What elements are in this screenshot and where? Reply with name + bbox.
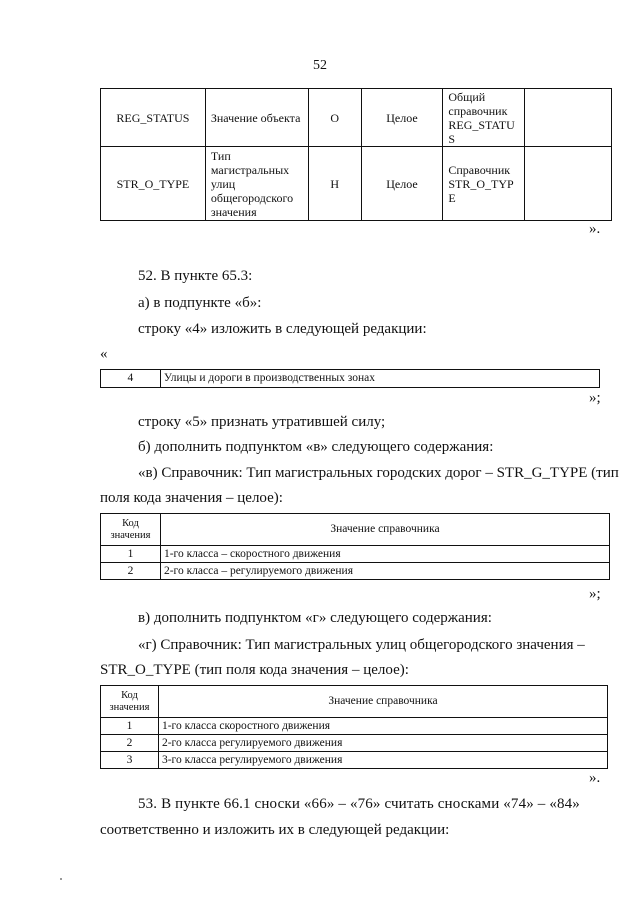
header-code-line: значения <box>110 529 151 541</box>
ref-line: STR_O_TYP <box>448 176 514 191</box>
table-header-row <box>101 514 610 546</box>
code-cell: 3 <box>101 752 159 769</box>
field-name-cell: STR_O_TYPE <box>101 147 206 221</box>
ref-line: S <box>448 131 456 146</box>
code-cell: 1 <box>101 546 161 563</box>
header-code-line: Код <box>121 689 138 701</box>
desc-line: значения <box>210 204 257 219</box>
paragraph-g-line1: «г) Справочник: Тип магистральных улиц общегородского значения – <box>138 637 585 653</box>
field-type-cell: Целое <box>361 89 443 147</box>
ref-line: Справочник <box>448 162 511 177</box>
table-row <box>101 752 608 769</box>
field-empty-cell <box>525 89 612 147</box>
row4-code: 4 <box>101 370 161 388</box>
reference-table-str-o-type <box>100 685 608 769</box>
ref-line: REG_STATU <box>448 117 515 132</box>
table-row <box>101 546 610 563</box>
subitem-a: а) в подпункте «б»: <box>138 295 262 311</box>
field-type-cell: Целое <box>361 147 443 221</box>
closing-quote: »; <box>589 390 601 406</box>
paragraph-g-line2: STR_O_TYPE (тип поля кода значения – целое): <box>100 662 409 678</box>
field-description-cell: Значение объекта <box>205 89 308 147</box>
subitem-v: в) дополнить подпунктом «г» следующего содержания: <box>138 610 492 626</box>
code-cell: 2 <box>101 563 161 580</box>
paragraph-v-line1: «в) Справочник: Тип магистральных городских дорог – STR_G_TYPE (тип <box>138 465 619 481</box>
field-flag-cell: О <box>308 89 361 147</box>
fields-table <box>100 88 612 221</box>
header-value: Значение справочника <box>158 686 607 718</box>
item-53-line2: соответственно и изложить их в следующей редакции: <box>100 822 450 838</box>
header-code <box>101 514 161 546</box>
row4-text: Улицы и дороги в производственных зонах <box>160 370 599 388</box>
table-header-row <box>101 686 608 718</box>
table-row <box>101 563 610 580</box>
closing-quote: ». <box>589 770 601 786</box>
row4-table <box>100 369 600 388</box>
value-cell: 2-го класса регулируемого движения <box>158 735 607 752</box>
desc-line: общегородского <box>210 190 294 205</box>
field-reference-cell <box>443 89 525 147</box>
value-cell: 1-го класса скоростного движения <box>158 718 607 735</box>
item-52-heading: 52. В пункте 65.3: <box>138 268 253 284</box>
value-cell: 1-го класса – скоростного движения <box>160 546 609 563</box>
field-reference-cell <box>443 147 525 221</box>
code-cell: 1 <box>101 718 159 735</box>
code-cell: 2 <box>101 735 159 752</box>
header-value: Значение справочника <box>160 514 609 546</box>
reference-table-str-g-type <box>100 513 610 580</box>
row5-instruction: строку «5» признать утратившей силу; <box>138 414 386 430</box>
closing-quote: »; <box>589 586 601 602</box>
item-53-line1: 53. В пункте 66.1 сноски «66» – «76» считать сносками «74» – «84» <box>138 796 580 812</box>
header-code-line: Код <box>122 517 139 529</box>
desc-line: магистральных <box>210 162 290 177</box>
value-cell: 2-го класса – регулируемого движения <box>160 563 609 580</box>
table-row <box>101 370 600 388</box>
table-row <box>101 89 612 147</box>
opening-quote: « <box>100 346 108 362</box>
desc-line: Тип <box>210 148 231 163</box>
table-row <box>101 735 608 752</box>
subitem-b: б) дополнить подпунктом «в» следующего содержания: <box>138 439 494 455</box>
paragraph-v-line2: поля кода значения – целое): <box>100 490 283 506</box>
row4-instruction: строку «4» изложить в следующей редакции: <box>138 321 427 337</box>
table-row <box>101 147 612 221</box>
page-number: 52 <box>313 58 327 73</box>
desc-line: улиц <box>210 176 236 191</box>
ref-line: справочник <box>448 103 508 118</box>
header-code <box>101 686 159 718</box>
value-cell: 3-го класса регулируемого движения <box>158 752 607 769</box>
field-name-cell: REG_STATUS <box>101 89 206 147</box>
ref-line: E <box>448 190 456 205</box>
field-description-cell <box>205 147 308 221</box>
table-row <box>101 718 608 735</box>
scan-speck <box>60 878 62 880</box>
field-empty-cell <box>525 147 612 221</box>
closing-quote: ». <box>589 221 601 237</box>
field-flag-cell: Н <box>308 147 361 221</box>
ref-line: Общий <box>448 89 486 104</box>
header-code-line: значения <box>109 701 150 713</box>
